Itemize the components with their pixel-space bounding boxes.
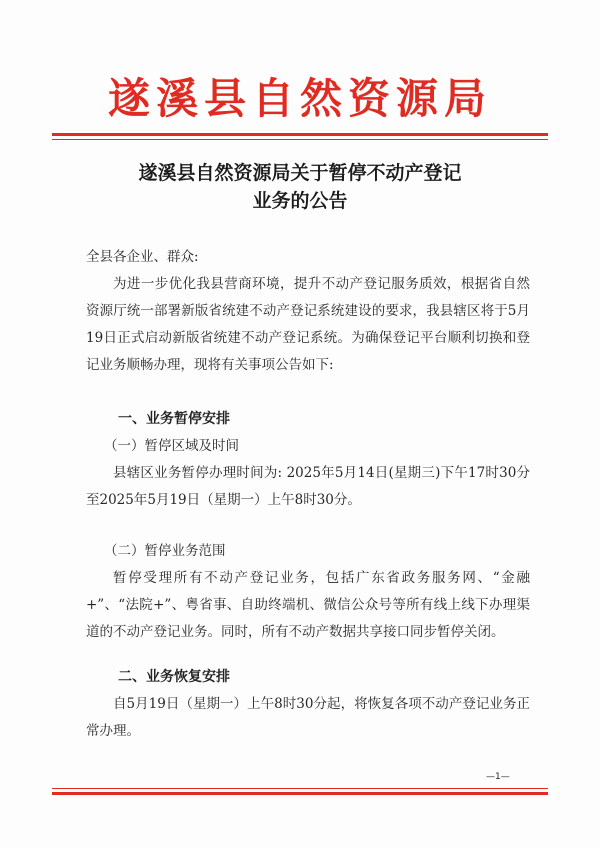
salutation: 全县各企业、群众: bbox=[86, 249, 199, 265]
section1-sub2-text: 暂停受理所有不动产登记业务，包括广东省政务服务网、“金融+”、“法院+”、粤省事、自助终端机、微信公众号等所有线上线下办理渠道的不动产登记业务。同时，所有不动产数据共享接口同步暂停关闭。 bbox=[86, 570, 530, 640]
intro-paragraph: 为进一步优化我县营商环境，提升不动产登记服务质效，根据省自然资源厅统一部署新版省统建不动产登记系统建设的要求，我县辖区将于5月19日正式启动新版省统建不动产登记系统。为确保登记平台顺利切换和登记业务顺畅办理，现将有关事项公告如下: bbox=[86, 276, 530, 373]
section1-sub2-heading: （二）暂停业务范围 bbox=[104, 543, 226, 559]
section1-sub1-heading: （一）暂停区域及时间 bbox=[104, 438, 239, 454]
letterhead-rule-thin bbox=[52, 139, 548, 140]
notice-title-line1: 遂溪县自然资源局关于暂停不动产登记 bbox=[138, 162, 462, 184]
section2-text: 自5月19日（星期一）上午8时30分起，将恢复各项不动产登记业务正常办理。 bbox=[86, 696, 530, 739]
section1-heading: 一、业务暂停安排 bbox=[118, 411, 230, 427]
letterhead-rule-thick bbox=[52, 133, 548, 136]
section2-heading: 二、业务恢复安排 bbox=[118, 669, 230, 685]
footer-rule-thin bbox=[52, 788, 548, 789]
letterhead-title: 遂溪县自然资源局 bbox=[107, 74, 492, 123]
page-number: —1— bbox=[486, 772, 510, 782]
notice-title-line2: 业务的公告 bbox=[252, 190, 348, 212]
section1-sub1-text: 县辖区业务暂停办理时间为: 2025年5月14日(星期三)下午17时30分至2025年5月19日（星期一）上午8时30分。 bbox=[86, 465, 530, 508]
footer-rule-thick bbox=[52, 792, 548, 795]
